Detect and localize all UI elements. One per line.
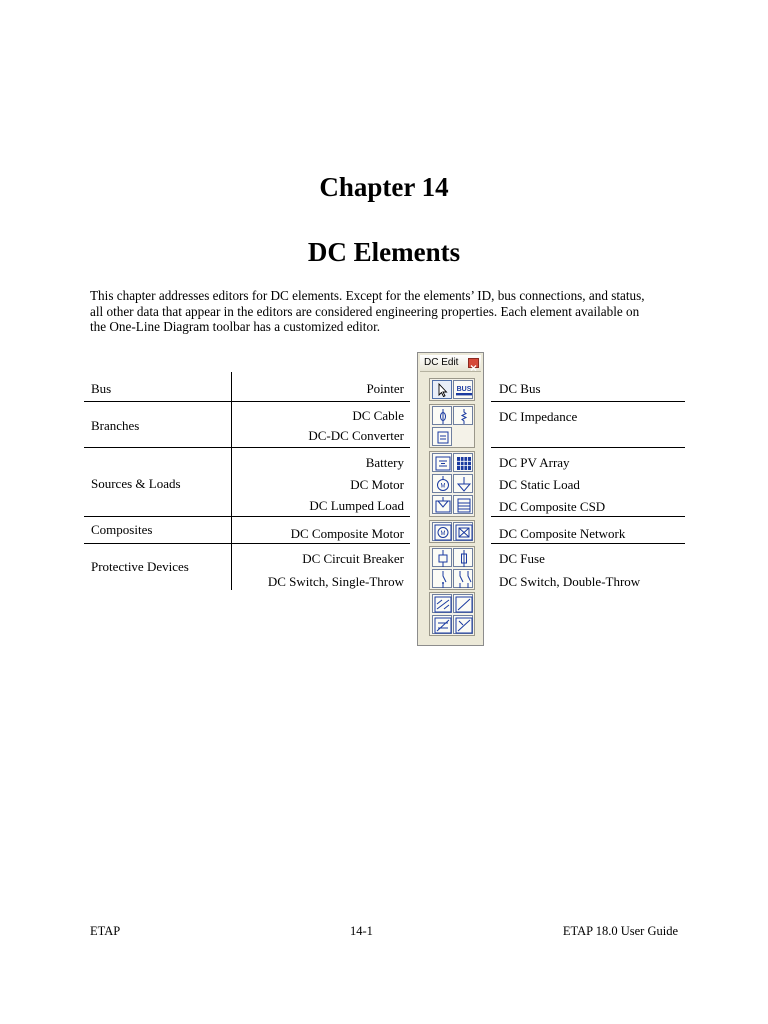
row-divider bbox=[491, 447, 685, 448]
row-divider bbox=[84, 401, 410, 402]
dc-composite-csd-icon[interactable] bbox=[453, 495, 473, 514]
category-label: Composites bbox=[91, 522, 153, 537]
extra-tool-1-icon[interactable] bbox=[432, 594, 452, 613]
left-item: DC Circuit Breaker bbox=[302, 551, 404, 566]
dc-composite-motor-icon[interactable] bbox=[432, 522, 452, 541]
toolbar-group-composites bbox=[429, 520, 475, 543]
category-label: Bus bbox=[91, 381, 112, 396]
left-item: DC-DC Converter bbox=[308, 428, 404, 443]
dc-fuse-icon[interactable] bbox=[453, 548, 473, 567]
close-icon[interactable] bbox=[468, 358, 479, 368]
dc-bus-icon[interactable] bbox=[453, 380, 473, 399]
dc-edit-toolbar bbox=[417, 352, 484, 646]
right-item: DC Fuse bbox=[499, 551, 545, 566]
extra-tool-3-icon[interactable] bbox=[432, 615, 452, 634]
svg-text:M: M bbox=[440, 531, 446, 537]
footer-right: ETAP 18.0 User Guide bbox=[562, 924, 678, 938]
chapter-title: Chapter 14 bbox=[319, 172, 449, 202]
right-item: DC PV Array bbox=[499, 455, 570, 470]
dc-switch-double-throw-icon[interactable] bbox=[453, 569, 473, 588]
extra-tool-2-icon[interactable] bbox=[453, 594, 473, 613]
intro-line: the One-Line Diagram toolbar has a customized editor. bbox=[90, 319, 381, 334]
row-divider bbox=[84, 447, 410, 448]
dc-dc-converter-icon[interactable] bbox=[432, 427, 452, 446]
left-item: DC Motor bbox=[350, 477, 404, 492]
dc-bus-icon-label: BUS bbox=[456, 386, 472, 393]
right-item: DC Composite CSD bbox=[499, 499, 606, 514]
category-label: Sources & Loads bbox=[91, 476, 181, 491]
dc-lumped-load-icon[interactable] bbox=[432, 495, 452, 514]
toolbar-group-bus bbox=[429, 378, 475, 401]
intro-line: all other data that appear in the editors are considered engineering properties. Each element available on bbox=[90, 303, 640, 319]
row-divider bbox=[491, 516, 685, 517]
right-item: DC Impedance bbox=[499, 409, 578, 424]
left-item: DC Cable bbox=[352, 408, 404, 423]
dc-circuit-breaker-icon[interactable] bbox=[432, 548, 452, 567]
toolbar-group-branches bbox=[429, 404, 475, 448]
left-item: Pointer bbox=[366, 381, 404, 396]
intro-paragraph bbox=[90, 288, 682, 335]
toolbar-titlebar[interactable] bbox=[420, 355, 481, 372]
category-label: Protective Devices bbox=[91, 559, 189, 574]
toolbar-group-protective bbox=[429, 546, 475, 590]
row-divider bbox=[491, 543, 685, 544]
dc-composite-network-icon[interactable] bbox=[453, 522, 473, 541]
svg-text:M: M bbox=[440, 483, 446, 490]
left-item: DC Composite Motor bbox=[290, 526, 404, 541]
intro-line: This chapter addresses editors for DC elements. Except for the elements’ ID, bus connections, and status, bbox=[90, 288, 645, 303]
pointer-icon[interactable] bbox=[432, 380, 452, 399]
dc-cable-icon[interactable] bbox=[432, 406, 452, 425]
right-item: DC Static Load bbox=[499, 477, 580, 492]
row-divider bbox=[84, 543, 410, 544]
left-item: DC Switch, Single-Throw bbox=[267, 574, 404, 589]
battery-icon[interactable] bbox=[432, 453, 452, 472]
row-divider bbox=[491, 401, 685, 402]
dc-pv-array-icon[interactable] bbox=[453, 453, 473, 472]
dc-switch-single-throw-icon[interactable] bbox=[432, 569, 452, 588]
toolbar-group-extras bbox=[429, 592, 475, 636]
footer-page-number: 14-1 bbox=[350, 924, 373, 938]
extra-tool-4-icon[interactable] bbox=[453, 615, 473, 634]
left-item: Battery bbox=[365, 455, 404, 470]
dc-motor-icon[interactable] bbox=[432, 474, 452, 493]
dc-impedance-icon[interactable] bbox=[453, 406, 473, 425]
right-item: DC Switch, Double-Throw bbox=[499, 574, 641, 589]
dc-static-load-icon[interactable] bbox=[453, 474, 473, 493]
section-title: DC Elements bbox=[307, 237, 461, 267]
left-item: DC Lumped Load bbox=[309, 498, 404, 513]
category-label: Branches bbox=[91, 418, 140, 433]
right-item: DC Composite Network bbox=[499, 526, 626, 541]
toolbar-group-sources-loads bbox=[429, 451, 475, 517]
toolbar-title: DC Edit bbox=[424, 357, 459, 368]
table-divider bbox=[231, 372, 232, 590]
right-item: DC Bus bbox=[499, 381, 541, 396]
footer-left: ETAP bbox=[90, 924, 121, 938]
row-divider bbox=[84, 516, 410, 517]
